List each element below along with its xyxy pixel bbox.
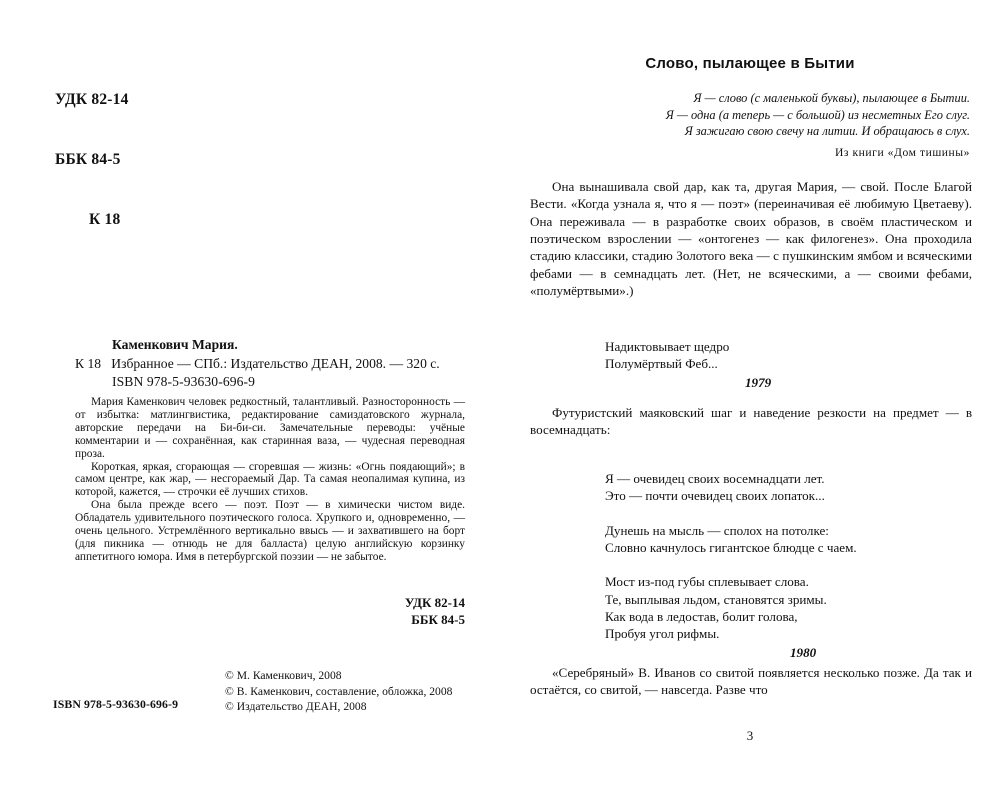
annotation-paragraph: Короткая, яркая, сгорающая — сгоревшая — жизнь: «Огнь поядающий»; в самом центре, как жар, — несгораемый Дар. Та самая неопалимая купина, из которой, кажется, — строчки её лучших стихов. <box>75 460 465 499</box>
epigraph-block <box>530 90 970 161</box>
verse-block-1979 <box>605 338 975 391</box>
verse-line: Это — почти очевидец своих лопаток... <box>605 488 825 504</box>
bibliographic-description <box>75 336 467 391</box>
stanza-gap <box>605 505 975 522</box>
body-paragraph-2 <box>530 404 972 439</box>
page-number: 3 <box>746 728 754 743</box>
epigraph-line: Я — одна (а теперь — с большой) из несметных Его слуг. <box>665 107 970 122</box>
paragraph-text: «Серебряный» В. Иванов со свитой появляется несколько позже. Да так и остаётся, со свитой, — навсегда. Разве что <box>530 665 972 698</box>
body-paragraph-1 <box>530 178 972 299</box>
verse-line: Полумёртвый Феб... <box>605 356 718 372</box>
verse-line: Надиктовывает щедро <box>605 339 730 354</box>
annotation-text <box>75 396 465 564</box>
classification-repeat-block <box>265 594 465 628</box>
verse-year: 1979 <box>745 374 772 390</box>
verse-line: Пробуя угол рифмы. <box>605 626 720 642</box>
udc-code-repeat: УДК 82-14 <box>404 595 465 610</box>
epigraph-line: Я — слово (с маленькой буквы), пылающее в Бытии. <box>693 91 970 105</box>
verse-line: Словно качнулось гигантское блюдце с чаем. <box>605 540 857 556</box>
copyright-block <box>225 668 452 715</box>
annotation-paragraph: Мария Каменкович человек редкостный, талантливый. Разносторонность — от избытка: матлингвистика, редактирование самиздатовского журнала, авторские передачи на Би-би-си. Замечательные переводы: учёные комментарии и — сохранённая, как старинная ваза, — чудесная переводная проза. <box>75 396 465 460</box>
essay-title: Слово, пылающее в Бытии <box>645 55 855 72</box>
verse-line: Те, выплывая льдом, становятся зримы. <box>605 591 827 607</box>
verse-block-1980 <box>605 470 975 661</box>
right-page <box>500 0 1000 800</box>
verse-line: Мост из-под губы сплевывает слова. <box>605 574 809 590</box>
biblio-isbn: ISBN 978-5-93630-696-9 <box>112 374 256 389</box>
stanza-gap <box>605 556 975 573</box>
biblio-author: Каменкович Мария. <box>112 337 238 352</box>
copyright-line: © Издательство ДЕАН, 2008 <box>225 700 367 713</box>
verse-line: Как вода в ледостав, болит голова, <box>605 609 798 625</box>
udc-code: УДК 82-14 <box>55 91 129 108</box>
biblio-title-line: К 18 Избранное — СПб.: Издательство ДЕАН, 2008. — 320 с. <box>75 355 440 371</box>
verse-year: 1980 <box>790 644 817 660</box>
annotation-paragraph: Она была прежде всего — поэт. Поэт — в химически чистом виде. Обладатель удивительного поэтического голоса. Хрупкого и, одновременно, — очень цельного. Устремлённого вертикально ввысь — и захватившего на борт (для пикника — отнюдь не для балласта) целую английскую корзинку аппетитного юмора. Имя в петербургской поэзии — не забытое. <box>75 499 465 563</box>
epigraph-source: Из книги «Дом тишины» <box>834 145 970 159</box>
author-code: К 18 <box>89 211 121 228</box>
copyright-line: © В. Каменкович, составление, обложка, 2008 <box>225 684 453 698</box>
verse-line: Дунешь на мысль — сполох на потолке: <box>605 522 829 538</box>
verse-line: Я — очевидец своих восемнадцати лет. <box>605 471 825 486</box>
bbk-code-repeat: ББК 84-5 <box>411 612 465 627</box>
paragraph-text: Она вынашивала свой дар, как та, другая Мария, — свой. После Благой Вести. «Когда узнала я, что я — поэт» (переиначивая её любимую Цветаеву). Она переживала — в разработке своих образов, в своём пластическом и поэтическом взрослении — «онтогенез — как филогенез». Она проходила стадию классики, стадию Золотого века — с пушкинским ямбом и всяческими фебами — в семнадцать лет. (Нет, не всяческими, а — своими фебами, «полумёртвыми».) <box>530 179 972 299</box>
body-paragraph-3 <box>530 664 972 699</box>
bbk-code: ББК 84-5 <box>55 151 121 168</box>
epigraph-line: Я зажигаю свою свечу на литии. И обращаюсь в слух. <box>684 124 970 138</box>
isbn-bottom: ISBN 978-5-93630-696-9 <box>53 697 179 711</box>
classification-block <box>55 50 129 270</box>
copyright-line: © М. Каменкович, 2008 <box>225 669 342 682</box>
paragraph-text: Футуристский маяковский шаг и наведение резкости на предмет — в восемнадцать: <box>530 405 972 438</box>
